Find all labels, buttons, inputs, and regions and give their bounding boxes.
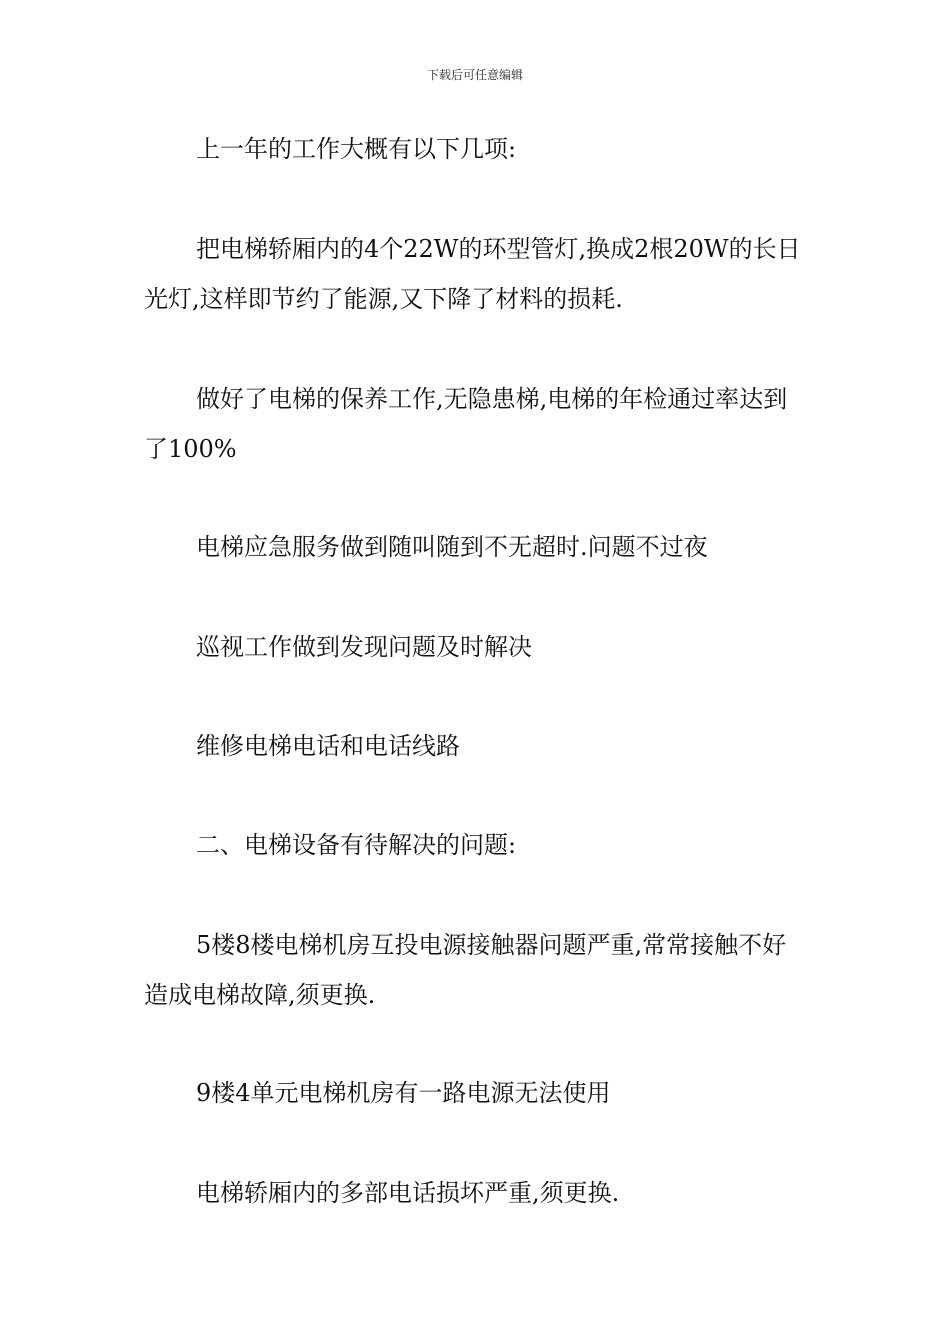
- paragraph: 维修电梯电话和电话线路: [196, 732, 460, 760]
- paragraph: 5楼8楼电梯机房互投电源接触器问题严重,常常接触不好造成电梯故障,须更换.: [144, 931, 787, 1009]
- paragraph: 电梯轿厢内的多部电话损坏严重,须更换.: [196, 1179, 620, 1207]
- paragraph: 9楼4单元电梯机房有一路电源无法使用: [196, 1079, 611, 1107]
- paragraph: 巡视工作做到发现问题及时解决: [196, 633, 532, 661]
- paragraph: 上一年的工作大概有以下几项:: [196, 135, 517, 163]
- header-note: 下载后可任意编辑: [426, 68, 523, 82]
- paragraph: 把电梯轿厢内的4个22W的环型管灯,换成2根20W的长日光灯,这样即节约了能源,又下降了材料的损耗.: [144, 235, 801, 313]
- paragraph: 做好了电梯的保养工作,无隐患梯,电梯的年检通过率达到了100%: [144, 385, 788, 463]
- paragraph: 二、电梯设备有待解决的问题:: [196, 831, 517, 859]
- paragraph: 电梯应急服务做到随叫随到不无超时.问题不过夜: [196, 533, 708, 561]
